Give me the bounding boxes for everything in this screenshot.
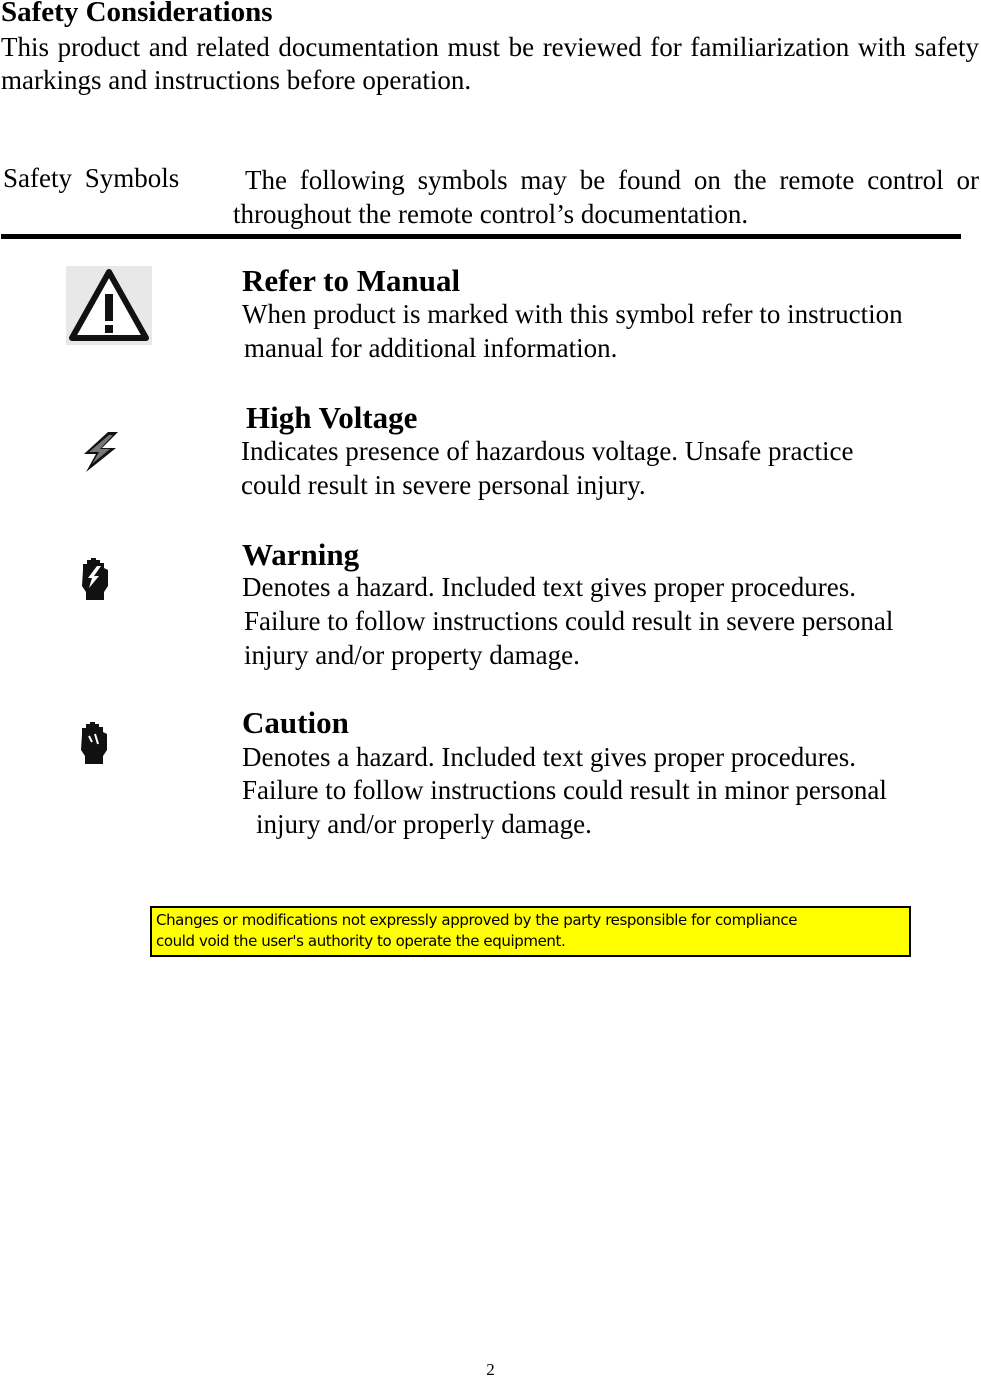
symbol-desc-line: injury and/or property damage.: [244, 640, 580, 670]
symbol-desc-line: Failure to follow instructions could result in severe personal: [244, 606, 894, 636]
intro-paragraph: This product and related documentation must be reviewed for familiarization with safety markings and instructions before operation.: [1, 32, 979, 95]
symbol-title-warning: Warning: [242, 537, 360, 572]
section-divider: [1, 234, 961, 239]
page-title: Safety Considerations: [1, 0, 273, 28]
symbol-desc-line: Denotes a hazard. Included text gives proper procedures.: [242, 572, 856, 602]
hand-icon: [77, 720, 111, 766]
symbol-desc-line: Indicates presence of hazardous voltage. Unsafe practice: [241, 436, 854, 466]
symbol-desc-line: Denotes a hazard. Included text gives proper procedures.: [242, 742, 856, 772]
safety-symbols-description: The following symbols may be found on the remote control or throughout the remote control’s documentation.: [233, 165, 979, 229]
symbol-title-caution: Caution: [242, 705, 349, 740]
warning-triangle-icon: [66, 266, 152, 345]
lightning-bolt-icon: [78, 430, 130, 474]
symbol-title-refer-manual: Refer to Manual: [242, 263, 461, 298]
symbol-title-high-voltage: High Voltage: [246, 400, 418, 435]
symbol-desc-line: manual for additional information.: [244, 333, 618, 363]
safety-symbols-label: Safety Symbols: [3, 163, 180, 193]
symbol-desc-line: could result in severe personal injury.: [241, 470, 646, 500]
symbol-desc-line: When product is marked with this symbol refer to instruction: [242, 299, 903, 329]
symbol-desc-line: Failure to follow instructions could result in minor personal: [242, 775, 887, 805]
symbol-desc-line: injury and/or properly damage.: [256, 809, 592, 839]
hand-lightning-icon: [78, 556, 112, 602]
notice-line: Changes or modifications not expressly approved by the party responsible for compliance: [156, 911, 798, 929]
compliance-notice: [150, 906, 911, 957]
notice-line: could void the user's authority to operate the equipment.: [156, 932, 566, 950]
page-number: 2: [486, 1360, 495, 1379]
